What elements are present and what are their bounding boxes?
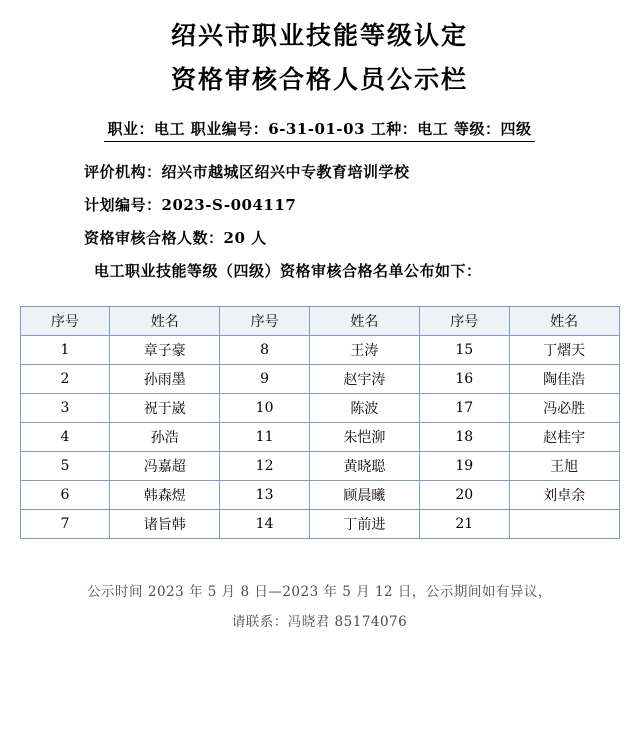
cell-index: 5 — [20, 452, 110, 481]
cell-name: 冯嘉超 — [110, 452, 220, 481]
cell-name: 孙浩 — [110, 423, 220, 452]
cell-name: 赵宇涛 — [310, 365, 420, 394]
footer-note — [18, 577, 621, 637]
cell-index: 15 — [419, 336, 509, 365]
column-header-index-3: 序号 — [419, 307, 509, 336]
cell-name: 王涛 — [310, 336, 420, 365]
table-row — [20, 510, 619, 539]
cell-index: 10 — [220, 394, 310, 423]
cell-name: 刘卓余 — [509, 481, 619, 510]
document-title — [18, 0, 621, 102]
cell-index: 6 — [20, 481, 110, 510]
cell-name: 冯必胜 — [509, 394, 619, 423]
announcement-text: 电工职业技能等级（四级）资格审核合格名单公布如下： — [94, 262, 482, 280]
cell-name: 陶佳浩 — [509, 365, 619, 394]
cell-index: 3 — [20, 394, 110, 423]
column-header-name-3: 姓名 — [509, 307, 619, 336]
table-row — [20, 452, 619, 481]
cell-index: 2 — [20, 365, 110, 394]
column-header-name-1: 姓名 — [110, 307, 220, 336]
cell-name: 丁熠天 — [509, 336, 619, 365]
cell-name: 陈波 — [310, 394, 420, 423]
cell-name: 赵桂宇 — [509, 423, 619, 452]
cell-name: 王旭 — [509, 452, 619, 481]
evaluation-agency: 评价机构：绍兴市越城区绍兴中专教育培训学校 — [84, 163, 410, 181]
cell-index: 19 — [419, 452, 509, 481]
footer-line-2: 请联系：冯晓君 85174076 — [231, 614, 408, 630]
table-row — [20, 336, 619, 365]
subject-line-text: 职业：电工 职业编号：6-31-01-03 工种：电工 等级：四级 — [104, 118, 536, 142]
cell-name: 韩森煜 — [110, 481, 220, 510]
info-block — [18, 156, 621, 288]
footer-line-1: 公示时间 2023 年 5 月 8 日—2023 年 5 月 12 日，公示期间如有异议， — [87, 584, 552, 600]
cell-index: 9 — [220, 365, 310, 394]
subject-line — [18, 118, 621, 142]
cell-name — [509, 510, 619, 539]
table-header-row — [20, 307, 619, 336]
cell-name: 祝于崴 — [110, 394, 220, 423]
cell-index: 16 — [419, 365, 509, 394]
cell-name: 顾晨曦 — [310, 481, 420, 510]
cell-index: 12 — [220, 452, 310, 481]
cell-name: 丁前进 — [310, 510, 420, 539]
cell-name: 朱恺泖 — [310, 423, 420, 452]
table-row — [20, 365, 619, 394]
cell-name: 黄晓聪 — [310, 452, 420, 481]
plan-number: 计划编号：2023-S-004117 — [84, 196, 297, 214]
table-row — [20, 481, 619, 510]
cell-index: 18 — [419, 423, 509, 452]
cell-index: 1 — [20, 336, 110, 365]
title-line-1: 绍兴市职业技能等级认定 — [170, 21, 468, 50]
cell-index: 17 — [419, 394, 509, 423]
cell-index: 13 — [220, 481, 310, 510]
cell-name: 章子豪 — [110, 336, 220, 365]
cell-index: 21 — [419, 510, 509, 539]
cell-index: 7 — [20, 510, 110, 539]
table-row — [20, 423, 619, 452]
column-header-index-2: 序号 — [220, 307, 310, 336]
cell-index: 14 — [220, 510, 310, 539]
cell-index: 20 — [419, 481, 509, 510]
cell-index: 11 — [220, 423, 310, 452]
cell-name: 诸旨韩 — [110, 510, 220, 539]
column-header-name-2: 姓名 — [310, 307, 420, 336]
qualified-count: 资格审核合格人数：20 人 — [84, 229, 267, 247]
cell-index: 8 — [220, 336, 310, 365]
table-row — [20, 394, 619, 423]
roster-table — [20, 306, 620, 539]
cell-index: 4 — [20, 423, 110, 452]
column-header-index-1: 序号 — [20, 307, 110, 336]
title-line-2: 资格审核合格人员公示栏 — [170, 65, 468, 94]
cell-name: 孙雨墨 — [110, 365, 220, 394]
